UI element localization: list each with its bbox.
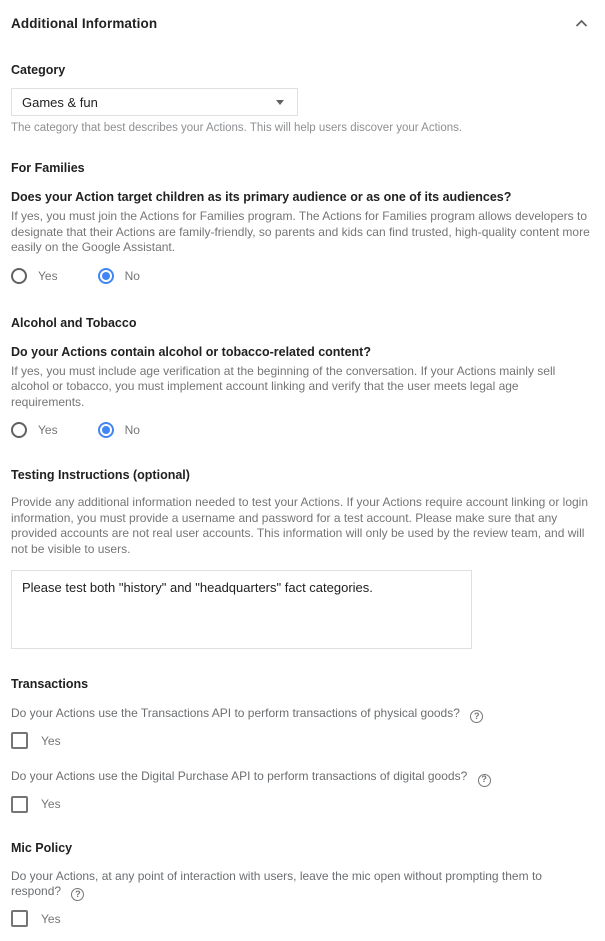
transactions-section bbox=[11, 677, 590, 813]
for-families-radio-yes[interactable] bbox=[11, 268, 58, 284]
collapse-section-button[interactable] bbox=[573, 14, 590, 33]
for-families-helper: If yes, you must join the Actions for Families program. The Actions for Families program allows developers to designate that their Actions are family-friendly, so parents and kids can find trusted, high-quality content more easily on the Google Assistant. bbox=[11, 209, 590, 254]
transactions-digital-checkbox-row bbox=[11, 796, 590, 813]
testing-instructions-helper: Provide any additional information needed to test your Actions. If your Actions require account linking or login information, you must provide a username and password for a test account. Please make sure that any provided accounts are not real user accounts. This information will only be used by the review team, and will not be visible to users. bbox=[11, 495, 589, 556]
mic-policy-question bbox=[11, 869, 556, 902]
transactions-physical-checkbox-row bbox=[11, 732, 590, 749]
checkbox-label: Yes bbox=[41, 733, 61, 748]
transactions-question-physical bbox=[11, 706, 590, 723]
mic-policy-section bbox=[11, 841, 590, 928]
chevron-up-icon bbox=[575, 16, 588, 31]
page-title: Additional Information bbox=[11, 16, 158, 31]
help-icon[interactable]: ? bbox=[478, 774, 491, 787]
radio-label: Yes bbox=[38, 268, 58, 283]
alcohol-tobacco-radio-group bbox=[11, 422, 590, 438]
section-header bbox=[11, 14, 590, 33]
radio-icon[interactable] bbox=[11, 422, 27, 438]
checkbox-icon[interactable] bbox=[11, 732, 28, 749]
testing-instructions-input[interactable] bbox=[11, 570, 472, 649]
alcohol-tobacco-question: Do your Actions contain alcohol or tobacco-related content? bbox=[11, 344, 371, 359]
checkbox-label: Yes bbox=[41, 797, 61, 811]
help-icon[interactable]: ? bbox=[470, 710, 483, 723]
alcohol-tobacco-section bbox=[11, 316, 590, 439]
alcohol-tobacco-helper: If yes, you must include age verification at the beginning of the conversation. If your Actions mainly sell alcohol or tobacco, you must implement account linking and verify that the user meets legal age requirements. bbox=[11, 363, 556, 409]
alcohol-tobacco-radio-yes[interactable] bbox=[11, 422, 58, 438]
question-text: Do your Actions use the Digital Purchase API to perform transactions of digital goods? bbox=[11, 769, 468, 784]
category-helper-text: The category that best describes your Actions. This will help users discover your Actions. bbox=[11, 122, 463, 134]
radio-label: No bbox=[124, 423, 140, 437]
testing-instructions-section bbox=[11, 468, 590, 649]
for-families-radio-group bbox=[11, 268, 590, 284]
for-families-section bbox=[11, 161, 590, 284]
testing-instructions-title: Testing Instructions (optional) bbox=[11, 468, 190, 482]
radio-label: Yes bbox=[38, 423, 58, 437]
transactions-question-digital bbox=[11, 769, 590, 786]
for-families-radio-no[interactable] bbox=[98, 268, 140, 284]
question-text: Do your Actions use the Transactions API to perform transactions of physical goods? bbox=[11, 706, 460, 720]
for-families-title: For Families bbox=[11, 161, 85, 175]
for-families-question: Does your Action target children as its primary audience or as one of its audiences? bbox=[11, 190, 512, 204]
radio-icon[interactable] bbox=[11, 268, 27, 284]
help-icon[interactable]: ? bbox=[71, 888, 84, 901]
mic-policy-checkbox-row bbox=[11, 910, 590, 927]
category-selected-value: Games & fun bbox=[22, 94, 98, 110]
radio-icon[interactable] bbox=[98, 422, 114, 438]
radio-icon[interactable] bbox=[98, 268, 114, 284]
question-text: Do your Actions, at any point of interaction with users, leave the mic open without prompting them to respond? bbox=[11, 868, 542, 898]
checkbox-label: Yes bbox=[41, 911, 61, 926]
category-label: Category bbox=[11, 63, 66, 77]
alcohol-tobacco-title: Alcohol and Tobacco bbox=[11, 315, 137, 330]
checkbox-icon[interactable] bbox=[11, 910, 28, 927]
mic-policy-title: Mic Policy bbox=[11, 840, 73, 855]
alcohol-tobacco-radio-no[interactable] bbox=[98, 422, 140, 438]
transactions-title: Transactions bbox=[11, 677, 89, 691]
radio-label: No bbox=[124, 268, 140, 283]
checkbox-icon[interactable] bbox=[11, 796, 28, 813]
caret-down-icon bbox=[276, 100, 284, 105]
category-section bbox=[11, 63, 590, 135]
category-select[interactable] bbox=[11, 88, 298, 116]
